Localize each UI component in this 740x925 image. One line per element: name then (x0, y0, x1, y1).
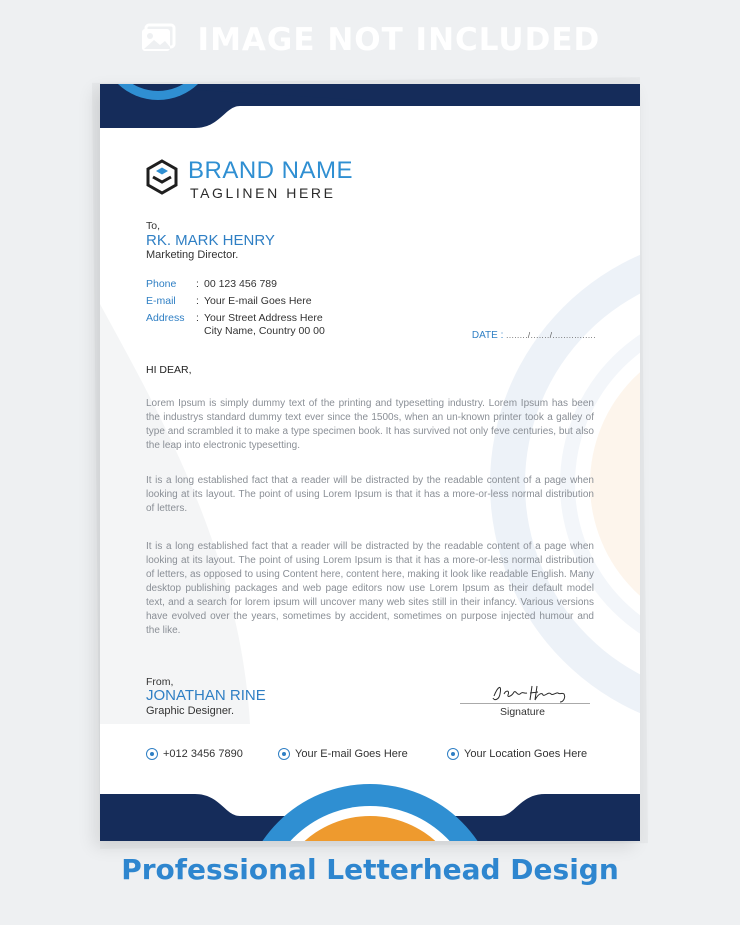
body-paragraph-1: Lorem Ipsum is simply dummy text of the printing and typesetting industry. Lorem Ipsum has been the industrys standard dummy text ever since the 1500s, when an un-known printer took a galley of type and scrambled it to make a type specimen book. It has survived not only feve centuries, but also the leap into electronic typesetting. (146, 398, 594, 451)
footer-location-text: Your Location Goes Here (464, 748, 588, 760)
brand-logo-icon (144, 159, 180, 200)
phone-colon: : (196, 278, 199, 290)
caption-title: Professional Letterhead Design (121, 853, 619, 886)
from-label: From, (146, 676, 174, 688)
greeting: HI DEAR, (146, 364, 192, 376)
email-label: E-mail (146, 295, 176, 307)
email-value: Your E-mail Goes Here (204, 295, 312, 307)
address-label: Address (146, 312, 185, 324)
signature-script (490, 682, 570, 709)
brand-tagline: TAGLINEN HERE (190, 185, 336, 201)
date-colon: : (500, 330, 504, 341)
signature-label: Signature (500, 706, 545, 718)
letterhead-page (100, 84, 640, 841)
date-label: DATE (471, 330, 498, 341)
body-paragraph-2: It is a long established fact that a reader will be distracted by the readable content of a page when looking at its layout. The point of using Lorem Ipsum is that it has a more-or-less normal distribution of letters. (146, 475, 594, 514)
address-line2: City Name, Country 00 00 (204, 325, 325, 337)
date-dots: ......../......./................ (506, 331, 596, 340)
email-colon: : (196, 295, 199, 307)
address-line1: Your Street Address Here (204, 312, 323, 324)
footer-location (447, 748, 587, 760)
brand-name: BRAND NAME (188, 157, 354, 184)
phone-value: 00 123 456 789 (204, 278, 277, 290)
address-colon: : (196, 312, 199, 324)
phone-label: Phone (146, 278, 177, 290)
image-not-included-banner (0, 22, 740, 61)
body-paragraph-3: It is a long established fact that a reader will be distracted by the readable content of a page when looking at its layout. The point of using Lorem Ipsum is that it has a more-or-less normal distribution of letters, as opposed to using Content here, content here, making it look like readable English. Many desktop publishing packages and web page editors now use Lorem Ipsum as their default model text, and a search for lorem ipsum will uncover many web sites still in their infancy. Various versions have evolved over the years, sometimes by accident, sometimes on purpose injected humour and the like. (146, 541, 594, 636)
recipient-title: Marketing Director. (146, 249, 239, 261)
location-icon (447, 748, 459, 760)
email-icon (278, 748, 290, 760)
sender-title: Graphic Designer. (146, 705, 235, 717)
sender-name: JONATHAN RINE (146, 687, 266, 704)
footer-phone-text: +012 3456 7890 (163, 748, 243, 760)
to-label: To, (146, 220, 161, 232)
banner-text: IMAGE NOT INCLUDED (197, 22, 601, 58)
footer-email-text: Your E-mail Goes Here (295, 748, 408, 760)
signature-line (460, 703, 590, 704)
footer-phone (146, 748, 243, 760)
image-icon (140, 23, 176, 61)
recipient-name: RK. MARK HENRY (146, 232, 275, 249)
footer-email (278, 748, 408, 760)
phone-icon (146, 748, 158, 760)
date-field (472, 330, 596, 341)
letterhead-background (100, 84, 640, 841)
